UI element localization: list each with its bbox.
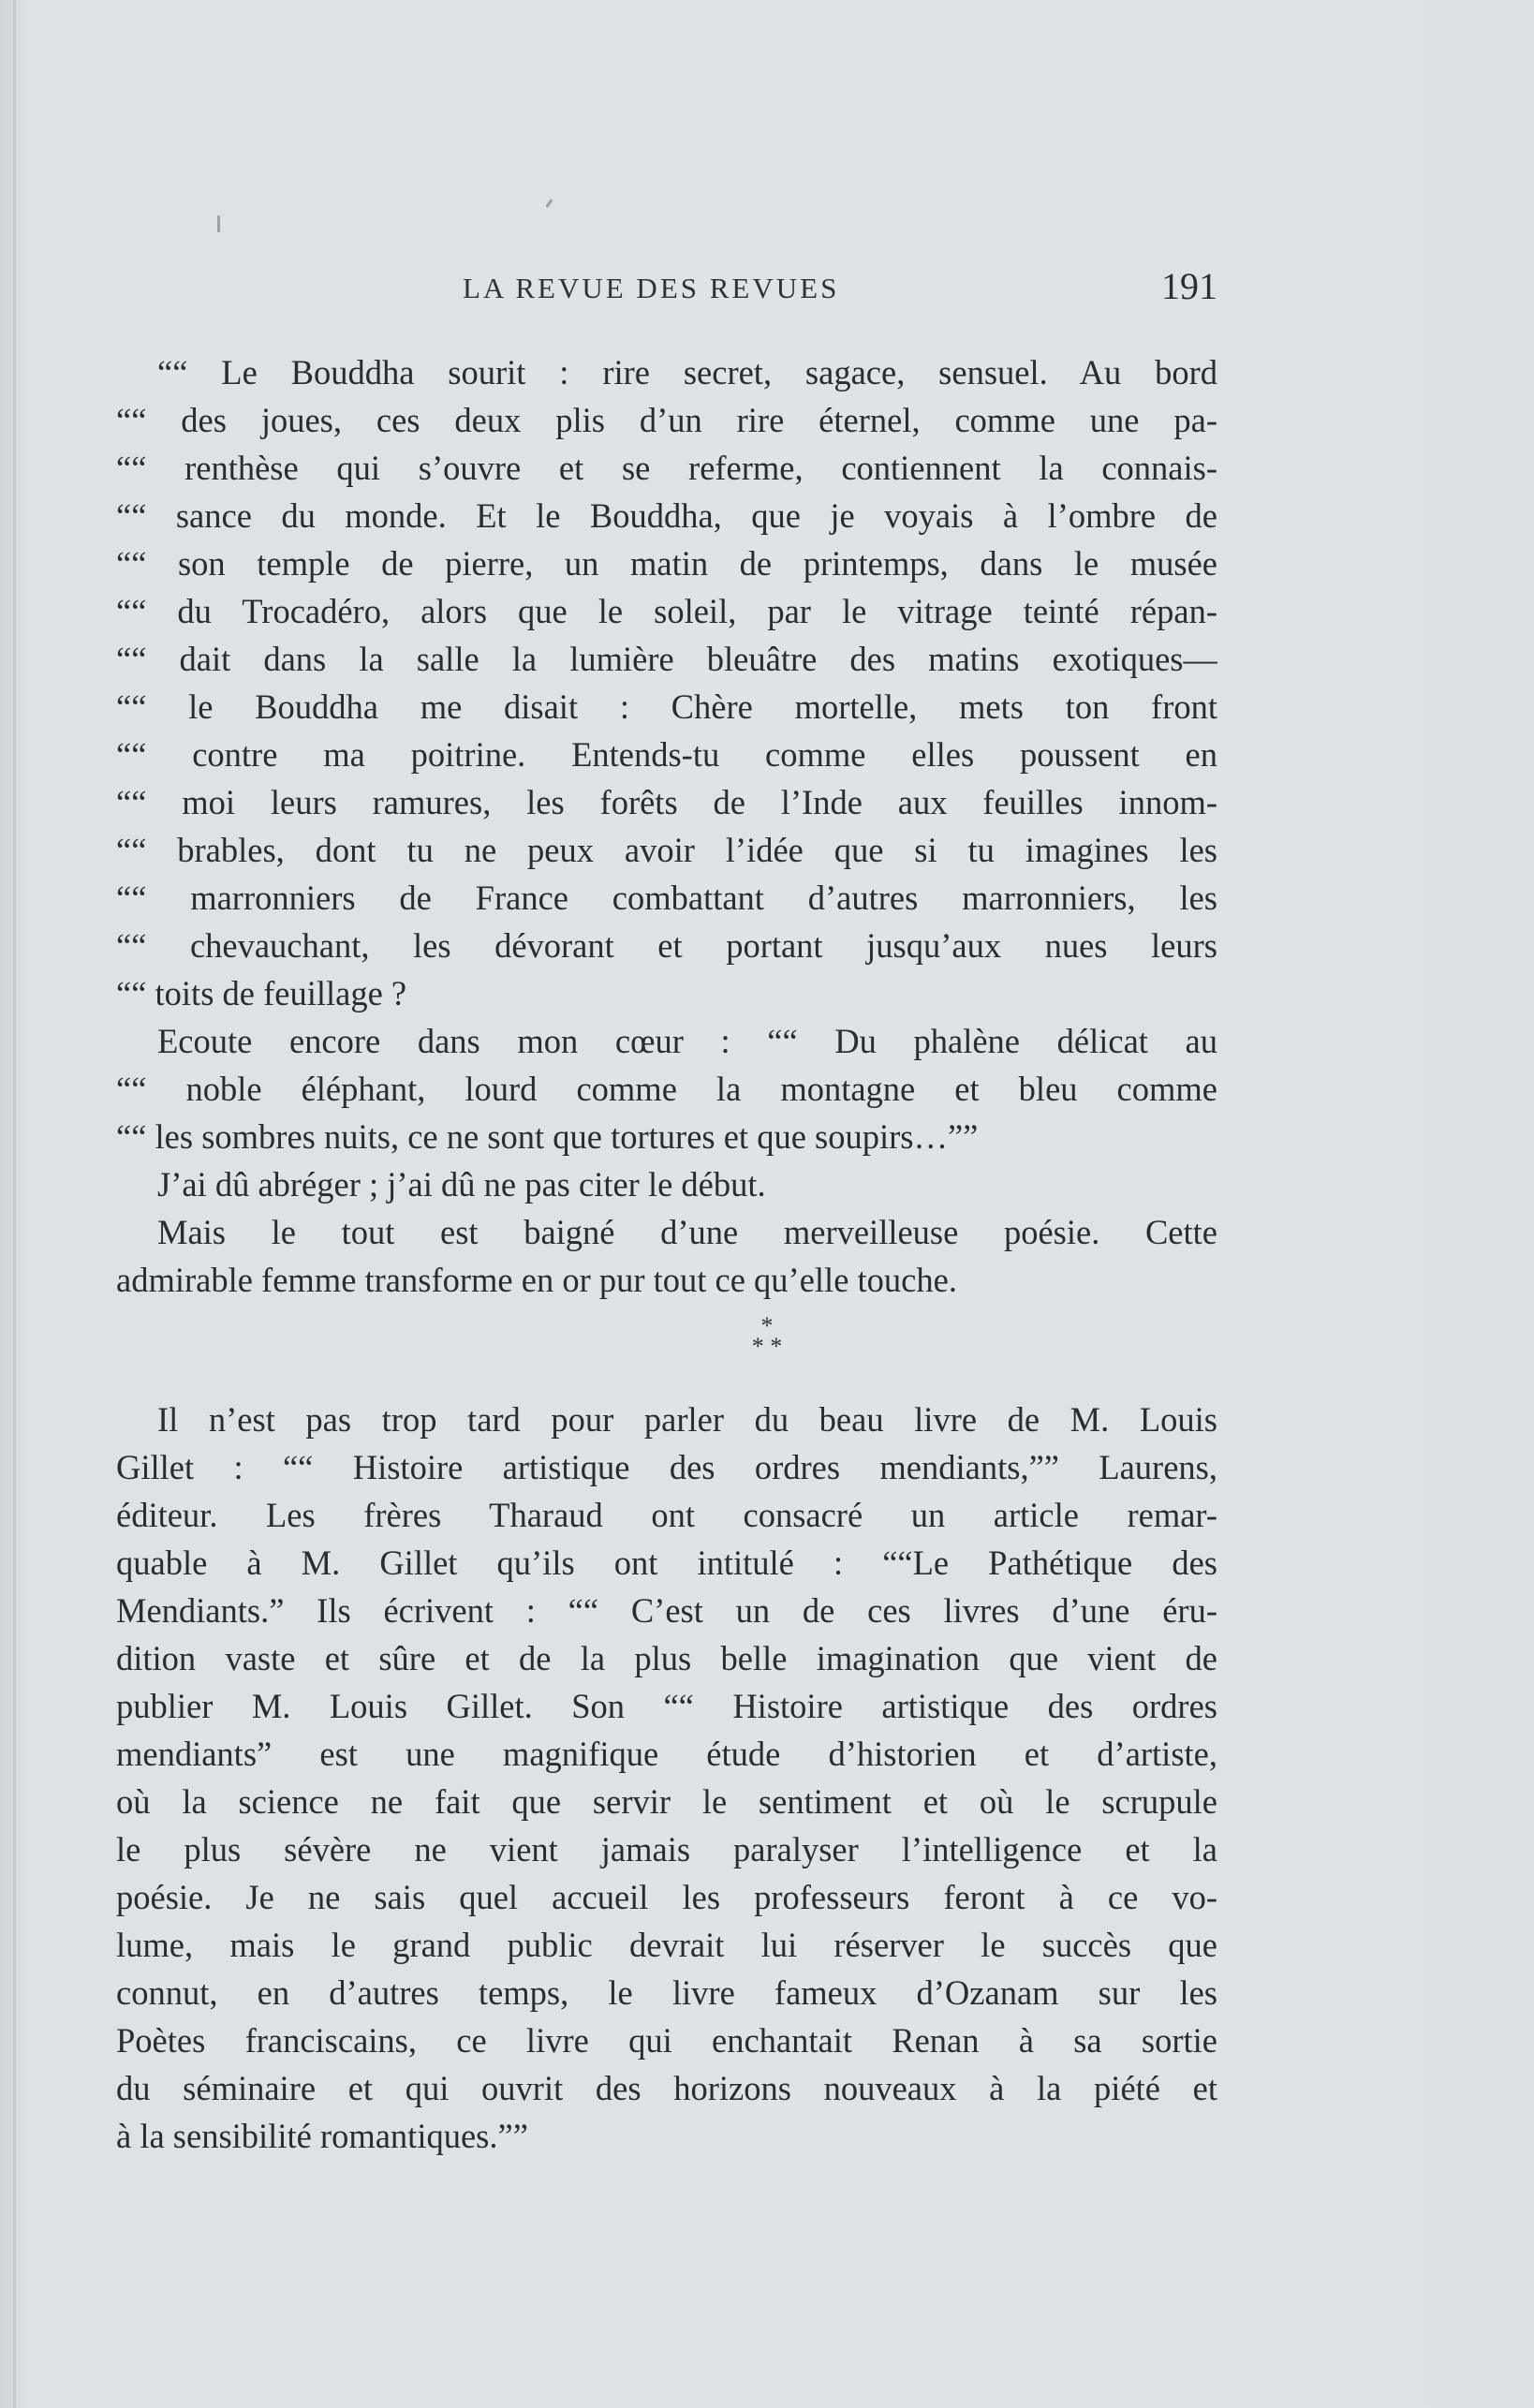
text-line: publier M. Louis Gillet. Son ““ Histoire artistique des ordres	[116, 1687, 1217, 1725]
text-line: ““ sance du monde. Et le Bouddha, que je voyais à l’ombre de	[116, 496, 1217, 535]
ecoute-paragraph	[116, 1017, 1217, 1160]
text-line: du séminaire et qui ouvrit des horizons nouveaux à la piété et	[116, 2069, 1217, 2107]
text-line: éditeur. Les frères Tharaud ont consacré un article remar-	[116, 1496, 1217, 1534]
text-line: dition vaste et sûre et de la plus belle imagination que vient de	[116, 1639, 1217, 1677]
page-number: 191	[1161, 265, 1217, 307]
text-line: connut, en d’autres temps, le livre fameux d’Ozanam sur les	[116, 1973, 1217, 2012]
text-line: ““ Le Bouddha sourit : rire secret, sagace, sensuel. Au bord	[157, 353, 1217, 391]
text-line: Mendiants.” Ils écrivent : ““ C’est un de ces livres d’une éru-	[116, 1591, 1217, 1630]
text-line: lume, mais le grand public devrait lui réserver le succès que	[116, 1926, 1217, 1964]
text-line: ““ brables, dont tu ne peux avoir l’idée que si tu imagines les	[116, 831, 1217, 869]
paper-speck	[545, 199, 553, 208]
text-line: Il n’est pas trop tard pour parler du beau livre de M. Louis	[157, 1400, 1217, 1439]
text-line: quable à M. Gillet qu’ils ont intitulé : ““Le Pathétique des	[116, 1544, 1217, 1582]
asterism-separator	[0, 1312, 1534, 1373]
text-line: ““ dait dans la salle la lumière bleuâtre des matins exotiques—	[116, 640, 1217, 678]
text-line: ““ son temple de pierre, un matin de printemps, dans le musée	[116, 544, 1217, 583]
asterism-bottom: * *	[751, 1333, 783, 1360]
text-line: ““ du Trocadéro, alors que le soleil, par le vitrage teinté répan-	[116, 592, 1217, 630]
text-line: le plus sévère ne vient jamais paralyser l’intelligence et la	[116, 1830, 1217, 1869]
text-line: ““ chevauchant, les dévorant et portant jusqu’aux nues leurs	[116, 926, 1217, 965]
text-line: à la sensibilité romantiques.””	[116, 2117, 528, 2155]
text-line: ““ marronniers de France combattant d’autres marronniers, les	[116, 879, 1217, 917]
paper-speck	[217, 215, 220, 232]
text-line: Ecoute encore dans mon cœur : ““ Du phalène délicat au	[157, 1022, 1217, 1060]
page-edge	[13, 0, 16, 2408]
text-line: ““ les sombres nuits, ce ne sont que tortures et que soupirs…””	[116, 1117, 979, 1156]
asterism-top: *	[760, 1312, 774, 1339]
page-header	[116, 264, 1217, 311]
gillet-paragraph	[116, 1396, 1217, 2160]
quote-paragraph	[116, 348, 1217, 1017]
text-line: où la science ne fait que servir le sentiment et où le scrupule	[116, 1782, 1217, 1821]
text-line: ““ renthèse qui s’ouvre et se referme, contiennent la connais-	[116, 449, 1217, 487]
text-line: ““ moi leurs ramures, les forêts de l’Inde aux feuilles innom-	[116, 783, 1217, 821]
text-line: Mais le tout est baigné d’une merveilleuse poésie. Cette	[157, 1213, 1217, 1251]
text-line: ““ contre ma poitrine. Entends-tu comme elles poussent en	[116, 735, 1217, 774]
poesie-paragraph	[116, 1208, 1217, 1304]
text-line: ““ noble éléphant, lourd comme la montagne et bleu comme	[116, 1070, 1217, 1108]
text-line: Gillet : ““ Histoire artistique des ordres mendiants,”” Laurens,	[116, 1448, 1217, 1486]
running-head: LA REVUE DES REVUES	[463, 272, 840, 304]
text-line: Poètes franciscains, ce livre qui enchantait Renan à sa sortie	[116, 2021, 1217, 2060]
text-line: mendiants” est une magnifique étude d’historien et d’artiste,	[116, 1735, 1217, 1773]
text-line: admirable femme transforme en or pur tout ce qu’elle touche.	[116, 1261, 957, 1299]
text-line: poésie. Je ne sais quel accueil les professeurs feront à ce vo-	[116, 1878, 1217, 1916]
text-line: ““ le Bouddha me disait : Chère mortelle, mets ton front	[116, 687, 1217, 726]
text-line: J’ai dû abréger ; j’ai dû ne pas citer le début.	[157, 1165, 766, 1204]
abreger-paragraph	[116, 1160, 1217, 1208]
text-line: ““ des joues, ces deux plis d’un rire éternel, comme une pa-	[116, 401, 1217, 439]
text-line: ““ toits de feuillage ?	[116, 974, 407, 1012]
